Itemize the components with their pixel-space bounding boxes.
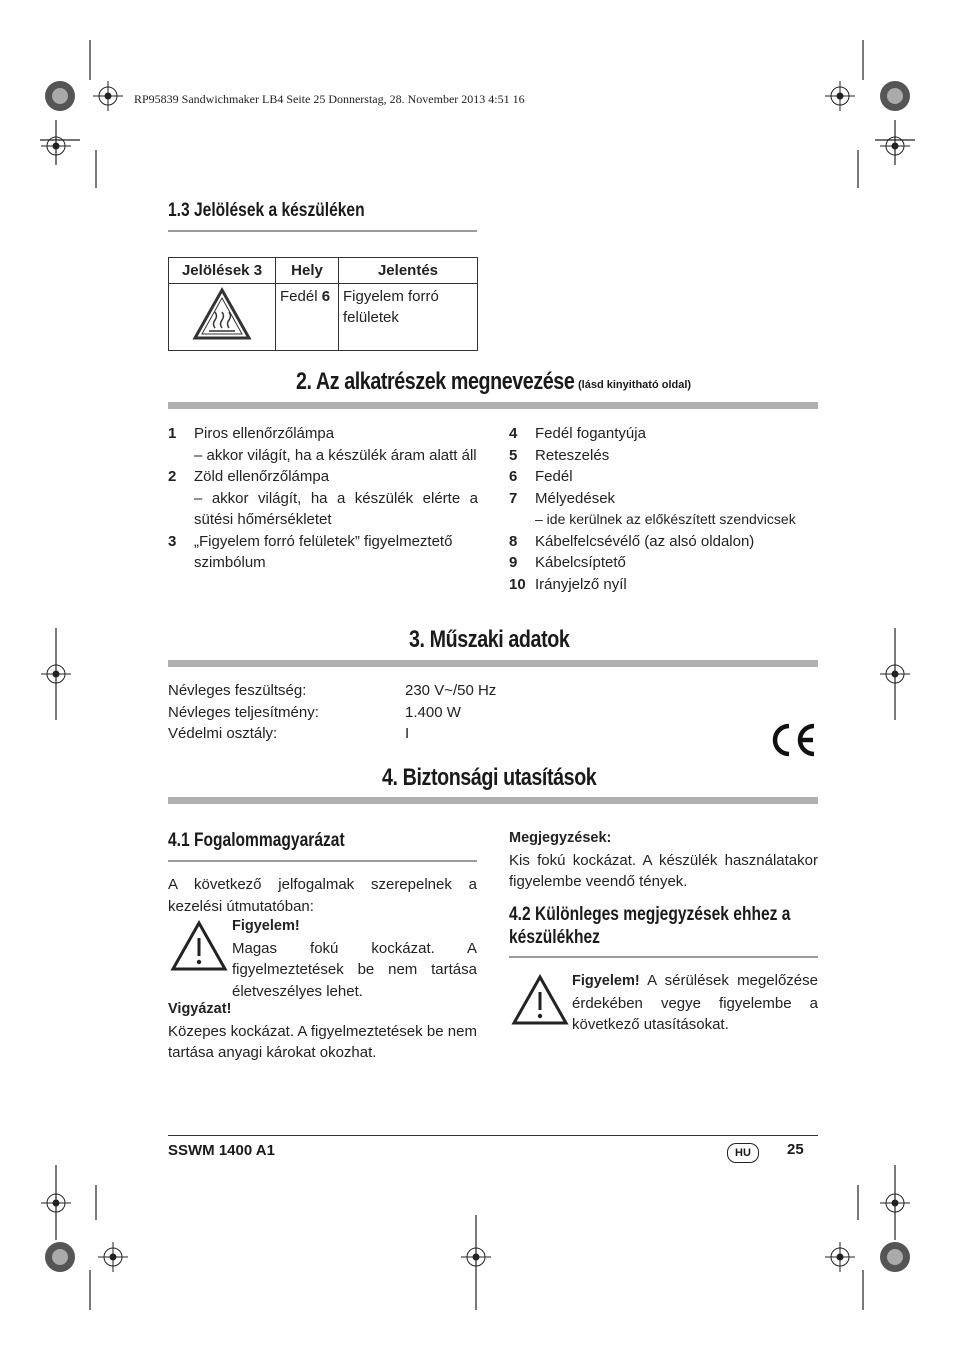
location-number: 6 bbox=[321, 288, 331, 305]
specs-table bbox=[168, 680, 496, 745]
list-item: 1 Piros ellenőrzőlámpa bbox=[168, 425, 335, 442]
warning-triangle-icon bbox=[170, 920, 228, 972]
footer-rule bbox=[168, 1135, 818, 1136]
list-item-sub: – akkor világít, ha a készülék elérte a sütési hőmérsékletet bbox=[194, 489, 478, 528]
hot-surface-cell bbox=[169, 284, 276, 351]
definitions-intro: A következő jelfogalmak szerepelnek a kezelési útmutatóban: bbox=[168, 876, 477, 915]
section-4-2-underline bbox=[509, 956, 818, 958]
table-header: Jelentés bbox=[339, 258, 478, 284]
parts-list-right bbox=[509, 423, 819, 595]
notes-definition bbox=[509, 828, 818, 893]
caution-definition bbox=[168, 999, 477, 1064]
list-item: 2 Zöld ellenőrzőlámpa bbox=[168, 468, 330, 485]
section-4-1-title: 4.1 Fogalommagyarázat bbox=[168, 830, 345, 851]
notes-title: Megjegyzések: bbox=[509, 830, 612, 846]
meaning-cell: Figyelem forró felületek bbox=[339, 284, 478, 351]
markings-table bbox=[168, 257, 478, 351]
ce-mark-icon bbox=[768, 722, 818, 758]
section-4-bar bbox=[168, 797, 818, 804]
section-2-title: 2. Az alkatrészek megnevezése bbox=[296, 368, 575, 395]
footer-model: SSWM 1400 A1 bbox=[168, 1142, 275, 1159]
parts-list-left bbox=[168, 423, 478, 574]
list-item: 5 Reteszelés bbox=[509, 446, 610, 464]
section-2-heading bbox=[296, 368, 692, 396]
list-item: 10 Irányjelző nyíl bbox=[509, 575, 627, 593]
warning-text: Magas fokú kockázat. A figyelmeztetések be nem tartása életveszélyes lehet. bbox=[232, 939, 477, 1000]
list-item: 3 „Figyelem forró felületek” figyelmeztető szimbólum bbox=[168, 532, 453, 571]
notes-text: Kis fokú kockázat. A készülék használatakor figyelembe veendő tények. bbox=[509, 851, 818, 890]
list-item-sub: – akkor világít, ha a készülék áram alatt áll bbox=[194, 446, 477, 464]
section-1-3-underline bbox=[168, 230, 477, 232]
section-4-title: 4. Biztonsági utasítások bbox=[382, 764, 597, 791]
hot-surface-warning-icon bbox=[191, 286, 253, 342]
special-warning-text: A sérülések megelőzése érdekében vegye figyelembe a következő utasításokat. bbox=[572, 972, 818, 1033]
section-3-title: 3. Műszaki adatok bbox=[409, 626, 570, 653]
section-4-1-underline bbox=[168, 860, 477, 862]
footer-lang-badge bbox=[727, 1143, 759, 1163]
caution-title: Vigyázat! bbox=[168, 1001, 232, 1017]
section-2-bar bbox=[168, 402, 818, 409]
spec-row: Névleges feszültség: 230 V~/50 Hz bbox=[168, 682, 497, 699]
caution-text: Közepes kockázat. A figyelmeztetések be nem tartása anyagi károkat okozhat. bbox=[168, 1022, 477, 1061]
section-4-2-title: 4.2 Különleges megjegyzések ehhez a készülékhez bbox=[509, 904, 791, 948]
print-header: RP95839 Sandwichmaker LB4 Seite 25 Donnerstag, 28. November 2013 4:51 16 bbox=[134, 92, 525, 106]
footer-lang: HU bbox=[735, 1147, 751, 1159]
list-item: 9 Kábelcsíptető bbox=[509, 554, 626, 571]
special-warning-title: Figyelem! bbox=[572, 973, 640, 989]
list-item: 6 Fedél bbox=[509, 468, 573, 485]
table-row bbox=[169, 284, 478, 351]
footer-page-number: 25 bbox=[787, 1141, 804, 1158]
section-3-bar bbox=[168, 660, 818, 667]
location-cell bbox=[276, 284, 339, 351]
special-warning bbox=[572, 970, 818, 1036]
table-header: Jelölések 3 bbox=[169, 258, 276, 284]
list-item-sub: – ide kerülnek az előkészített szendvicsek bbox=[535, 511, 796, 527]
table-header: Hely bbox=[276, 258, 339, 284]
section-1-3-title: 1.3 Jelölések a készüléken bbox=[168, 200, 365, 221]
warning-definition bbox=[232, 916, 477, 1002]
warning-triangle-icon bbox=[511, 974, 569, 1026]
section-2-title-note: (lásd kinyitható oldal) bbox=[578, 379, 692, 391]
location-prefix: Fedél bbox=[280, 288, 322, 305]
spec-row: Védelmi osztály: I bbox=[168, 725, 410, 742]
list-item: 4 Fedél fogantyúja bbox=[509, 425, 646, 442]
spec-row: Névleges teljesítmény: 1.400 W bbox=[168, 703, 461, 721]
list-item: 7 Mélyedések bbox=[509, 489, 616, 507]
warning-title: Figyelem! bbox=[232, 918, 300, 934]
list-item: 8 Kábelfelcsévélő (az alsó oldalon) bbox=[509, 532, 755, 550]
